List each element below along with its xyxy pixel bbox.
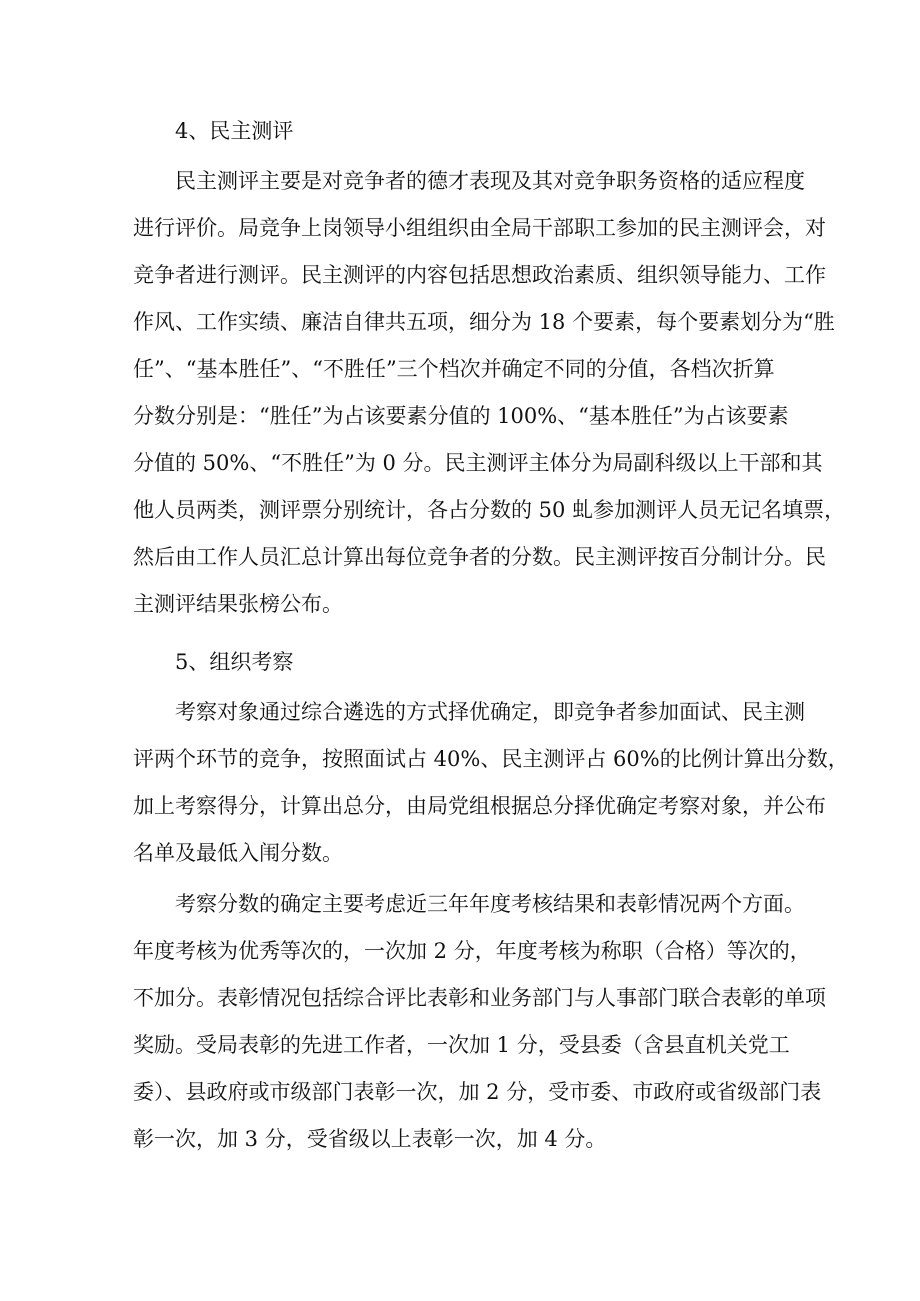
paragraph-line: 作风、工作实绩、廉洁自律共五项，细分为 18 个要素，每个要素划分为“胜 xyxy=(133,310,835,334)
paragraph-line: 不加分。表彰情况包括综合评比表彰和业务部门与人事部门联合表彰的单项 xyxy=(133,986,826,1010)
paragraph-line: 加上考察得分，计算出总分，由局党组根据总分择优确定考察对象，并公布 xyxy=(133,794,826,818)
section-4-heading: 4、民主测评 xyxy=(175,119,294,143)
paragraph-line: 分数分别是：“胜任”为占该要素分值的 100%、“基本胜任”为占该要素 xyxy=(133,404,789,428)
paragraph-line: 奖励。受局表彰的先进工作者，一次加 1 分，受县委（含县直机关党工 xyxy=(133,1033,790,1057)
paragraph-line: 彰一次，加 3 分，受省级以上表彰一次，加 4 分。 xyxy=(133,1127,607,1151)
paragraph-line: 考察分数的确定主要考虑近三年年度考核结果和表彰情况两个方面。 xyxy=(175,892,805,916)
section-5-heading: 5、组织考察 xyxy=(175,650,294,674)
paragraph-line: 然后由工作人员汇总计算出每位竞争者的分数。民主测评按百分制计分。民 xyxy=(133,545,826,569)
paragraph-line: 他人员两类，测评票分别统计，各占分数的 50 虬参加测评人员无记名填票， xyxy=(133,498,846,522)
paragraph-line: 评两个环节的竞争，按照面试占 40%、民主测评占 60%的比例计算出分数， xyxy=(133,747,849,771)
paragraph-line: 考察对象通过综合遴选的方式择优确定，即竞争者参加面试、民主测 xyxy=(175,700,805,724)
paragraph-line: 任”、“基本胜任”、“不胜任”三个档次并确定不同的分值，各档次折算 xyxy=(133,357,775,381)
paragraph-line: 名单及最低入闱分数。 xyxy=(133,841,343,865)
paragraph-line: 竞争者进行测评。民主测评的内容包括思想政治素质、组织领导能力、工作 xyxy=(133,263,826,287)
paragraph-line: 主测评结果张榜公布。 xyxy=(133,592,343,616)
paragraph-line: 委）、县政府或市级部门表彰一次，加 2 分，受市委、市政府或省级部门表 xyxy=(133,1080,822,1104)
paragraph-line: 年度考核为优秀等次的，一次加 2 分，年度考核为称职（合格）等次的， xyxy=(133,939,811,963)
paragraph-line: 进行评价。局竞争上岗领导小组组织由全局干部职工参加的民主测评会，对 xyxy=(133,216,826,240)
paragraph-line: 分值的 50%、“不胜任”为 0 分。民主测评主体分为局副科级以上干部和其 xyxy=(133,451,823,475)
paragraph-line: 民主测评主要是对竞争者的德才表现及其对竞争职务资格的适应程度 xyxy=(175,169,805,193)
